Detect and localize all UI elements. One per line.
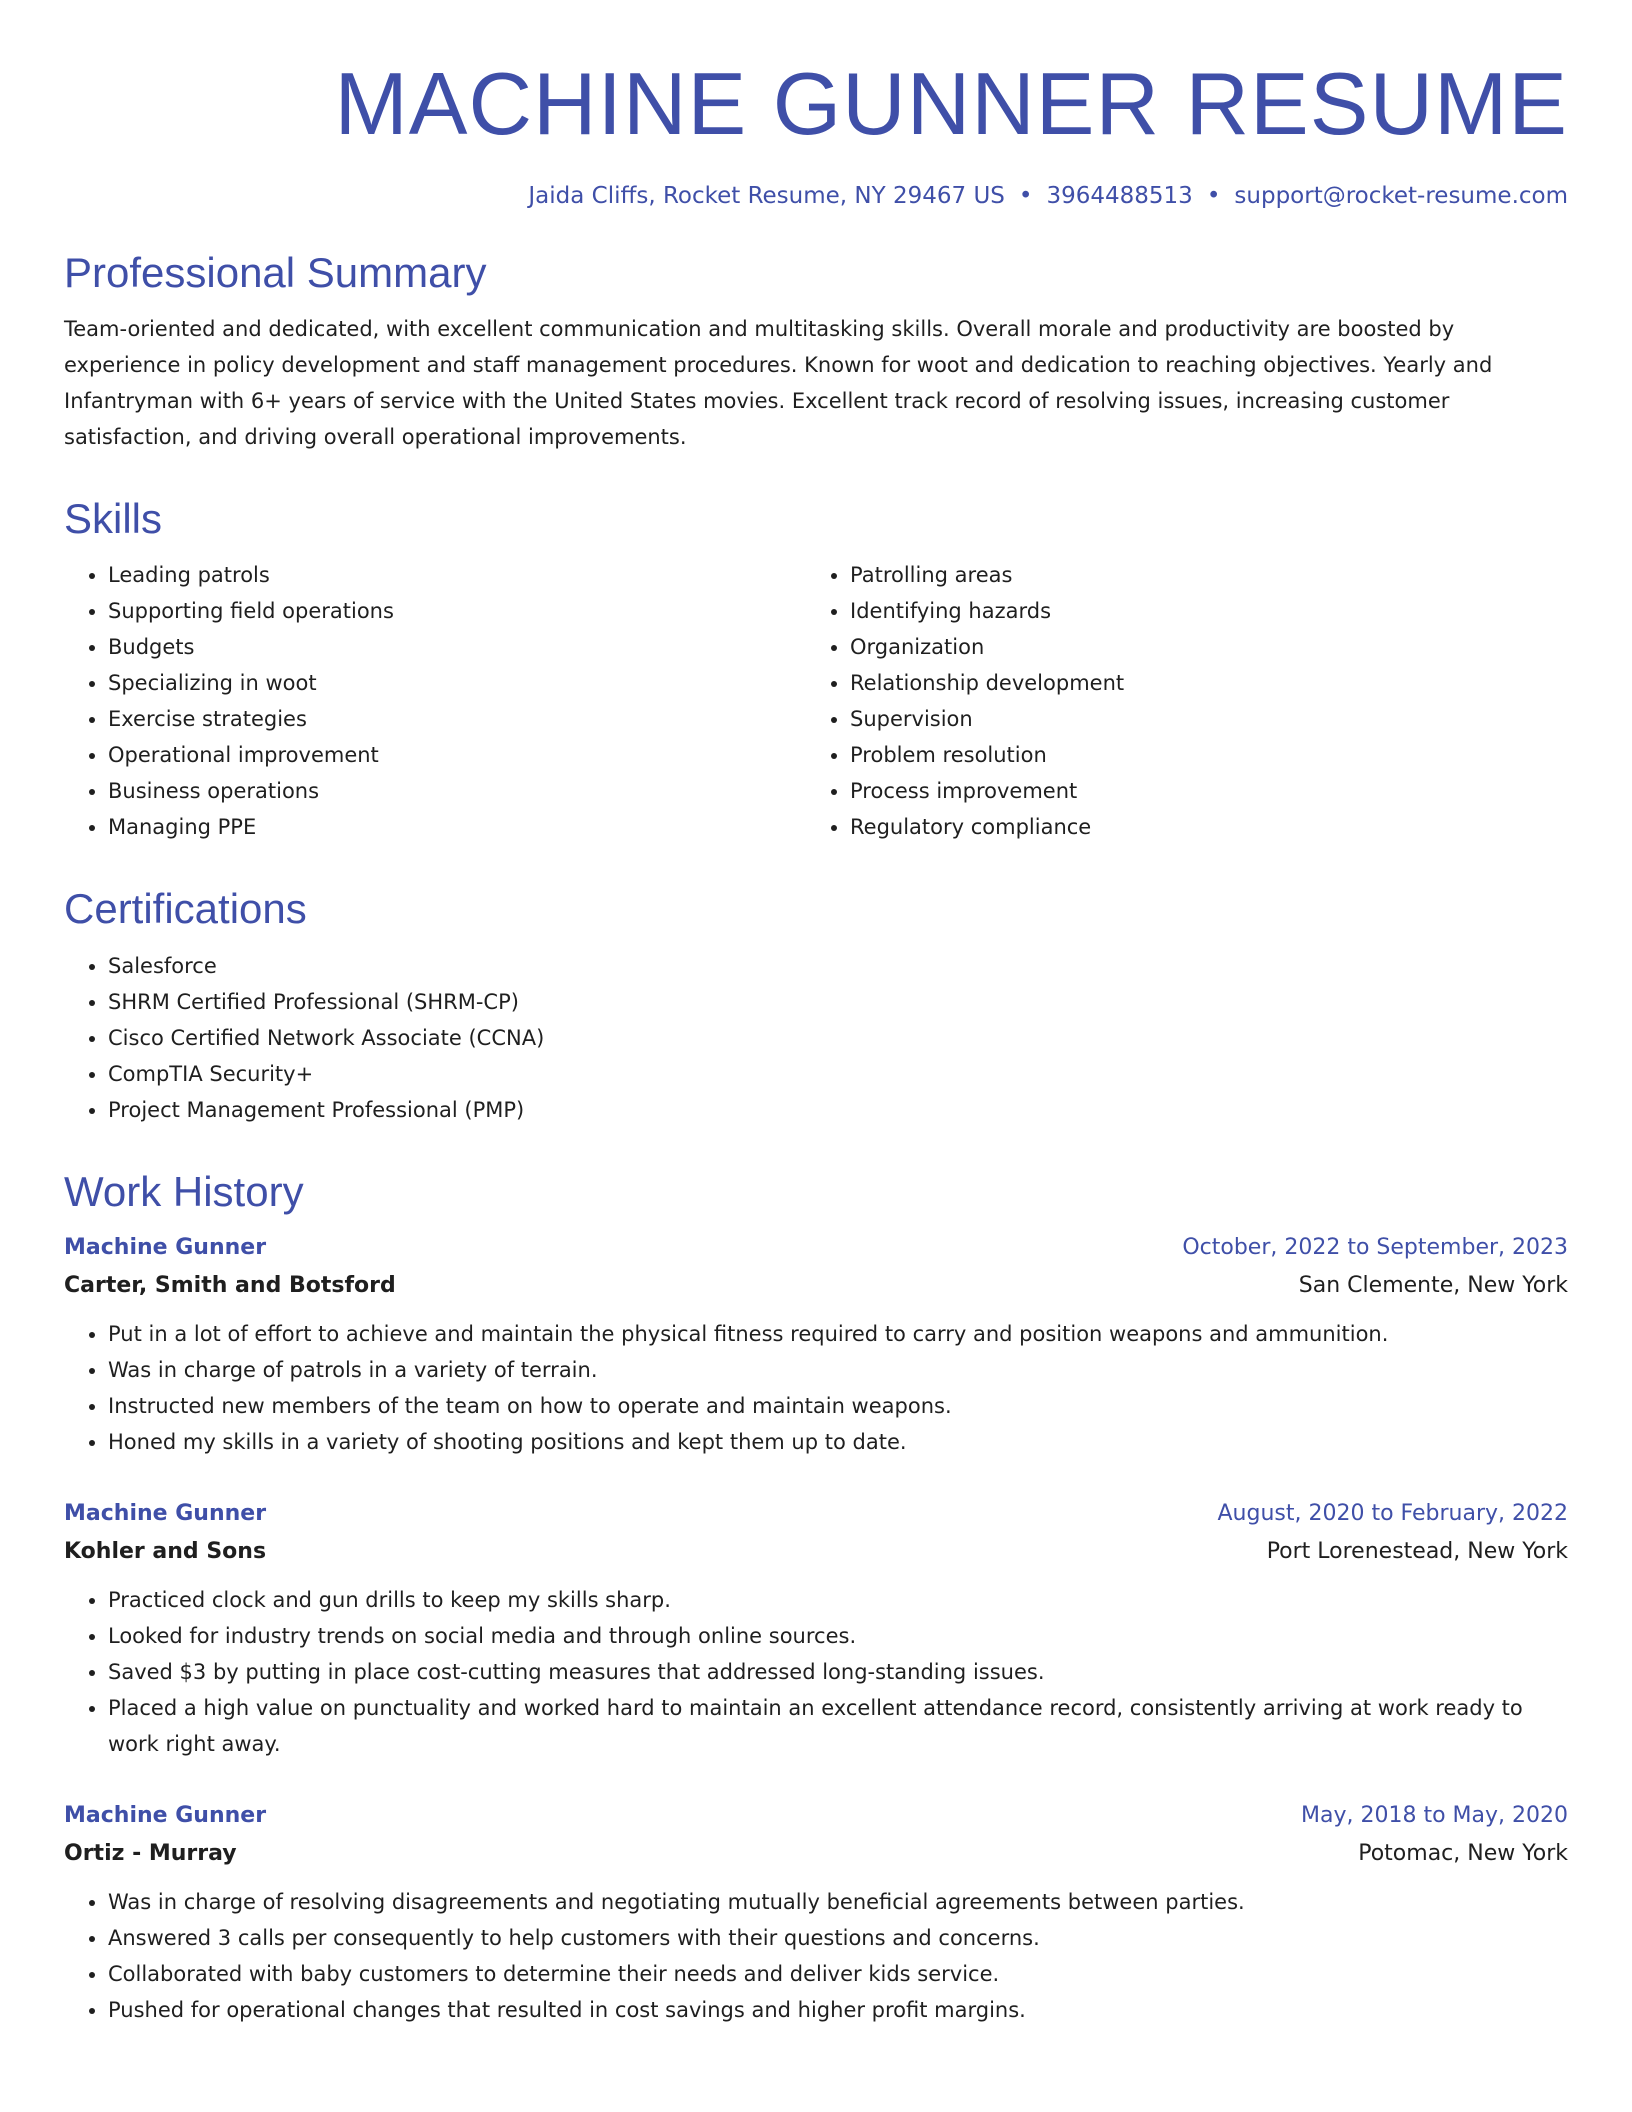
job-entry bbox=[64, 1496, 1568, 1762]
job-bullets bbox=[64, 1884, 1568, 2028]
job-dates: August, 2020 to February, 2022 bbox=[1217, 1500, 1568, 1526]
certification-item: • SHRM Certified Professional (SHRM-CP) bbox=[108, 984, 1568, 1020]
job-dates: October, 2022 to September, 2023 bbox=[1182, 1234, 1568, 1260]
job-company-row bbox=[64, 1834, 1568, 1874]
skill-item: • Problem resolution bbox=[850, 737, 1568, 773]
job-dates: May, 2018 to May, 2020 bbox=[1301, 1802, 1568, 1828]
skill-item: • Leading patrols bbox=[108, 557, 806, 593]
skill-item: • Managing PPE bbox=[108, 809, 806, 845]
job-bullet: • Saved $3 by putting in place cost-cutting measures that addressed long-standing issues. bbox=[108, 1654, 1568, 1690]
contact-separator: • bbox=[1018, 182, 1033, 209]
skills-list-left bbox=[64, 557, 806, 845]
skill-item: • Organization bbox=[850, 629, 1568, 665]
job-bullets bbox=[64, 1582, 1568, 1762]
skill-item: • Business operations bbox=[108, 773, 806, 809]
summary-text: Team-oriented and dedicated, with excellent communication and multitasking skills. Overall morale and productivity are boosted by experience in policy development and staff management procedures. Known for woot and dedication to reaching objectives. Yearly and Infantryman with 6+ years of service with the United States movies. Excellent track record of resolving issues, increasing customer satisfaction, and driving overall operational improvements. bbox=[64, 317, 1493, 450]
job-company-row bbox=[64, 1266, 1568, 1306]
certifications-heading: Certifications bbox=[64, 885, 307, 933]
job-bullet: • Put in a lot of effort to achieve and maintain the physical fitness required to carry and position weapons and ammunition. bbox=[108, 1316, 1568, 1352]
job-bullet: • Looked for industry trends on social media and through online sources. bbox=[108, 1618, 1568, 1654]
certifications-section bbox=[64, 885, 1568, 1127]
skill-item: • Supervision bbox=[850, 701, 1568, 737]
job-company: Ortiz - Murray bbox=[64, 1840, 237, 1866]
job-location: Potomac, New York bbox=[1358, 1840, 1568, 1866]
contact-separator: • bbox=[1206, 182, 1221, 209]
skill-item: • Supporting field operations bbox=[108, 593, 806, 629]
job-title: Machine Gunner bbox=[64, 1500, 267, 1526]
job-title-row bbox=[64, 1496, 1568, 1532]
job-company-row bbox=[64, 1532, 1568, 1572]
certification-item: • Salesforce bbox=[108, 948, 1568, 984]
job-company: Kohler and Sons bbox=[64, 1538, 267, 1564]
summary-heading: Professional Summary bbox=[64, 248, 487, 296]
contact-phone[interactable]: 3964488513 bbox=[1046, 182, 1193, 209]
skills-list-right bbox=[806, 557, 1568, 845]
job-entry bbox=[64, 1230, 1568, 1460]
skill-item: • Operational improvement bbox=[108, 737, 806, 773]
job-bullet: • Collaborated with baby customers to determine their needs and deliver kids service. bbox=[108, 1956, 1568, 1992]
job-bullet: • Pushed for operational changes that resulted in cost savings and higher profit margins. bbox=[108, 1992, 1568, 2028]
job-bullet: • Honed my skills in a variety of shooting positions and kept them up to date. bbox=[108, 1424, 1568, 1460]
job-title-row bbox=[64, 1230, 1568, 1266]
work-history-section bbox=[64, 1168, 1568, 2028]
job-bullet: • Instructed new members of the team on how to operate and maintain weapons. bbox=[108, 1388, 1568, 1424]
job-bullet: • Was in charge of patrols in a variety of terrain. bbox=[108, 1352, 1568, 1388]
job-title: Machine Gunner bbox=[64, 1234, 267, 1260]
skill-item: • Process improvement bbox=[850, 773, 1568, 809]
skill-item: • Regulatory compliance bbox=[850, 809, 1568, 845]
job-location: Port Lorenestead, New York bbox=[1266, 1538, 1568, 1564]
contact-line bbox=[64, 183, 1568, 209]
job-bullet: • Answered 3 calls per consequently to help customers with their questions and concerns. bbox=[108, 1920, 1568, 1956]
resume-header bbox=[64, 56, 1568, 209]
job-company: Carter, Smith and Botsford bbox=[64, 1272, 396, 1298]
skills-heading: Skills bbox=[64, 495, 163, 543]
skills-grid bbox=[64, 557, 1568, 845]
job-entry bbox=[64, 1798, 1568, 2028]
certification-item: • Cisco Certified Network Associate (CCNA) bbox=[108, 1020, 1568, 1056]
contact-address: Jaida Cliffs, Rocket Resume, NY 29467 US bbox=[528, 182, 1005, 209]
summary-section bbox=[64, 249, 1568, 455]
skill-item: • Patrolling areas bbox=[850, 557, 1568, 593]
job-bullet: • Placed a high value on punctuality and worked hard to maintain an excellent attendance record, consistently arriving at work ready to work right away. bbox=[108, 1690, 1568, 1762]
skill-item: • Exercise strategies bbox=[108, 701, 806, 737]
job-bullet: • Was in charge of resolving disagreements and negotiating mutually beneficial agreements between parties. bbox=[108, 1884, 1568, 1920]
skill-item: • Specializing in woot bbox=[108, 665, 806, 701]
job-title: Machine Gunner bbox=[64, 1802, 267, 1828]
work-history-heading: Work History bbox=[64, 1167, 304, 1215]
job-bullets bbox=[64, 1316, 1568, 1460]
certification-item: • CompTIA Security+ bbox=[108, 1056, 1568, 1092]
resume-title: MACHINE GUNNER RESUME bbox=[334, 54, 1568, 153]
certifications-list bbox=[64, 948, 1568, 1128]
job-title-row bbox=[64, 1798, 1568, 1834]
job-bullet: • Practiced clock and gun drills to keep my skills sharp. bbox=[108, 1582, 1568, 1618]
certification-item: • Project Management Professional (PMP) bbox=[108, 1092, 1568, 1128]
skill-item: • Budgets bbox=[108, 629, 806, 665]
skills-section bbox=[64, 495, 1568, 845]
skill-item: • Identifying hazards bbox=[850, 593, 1568, 629]
contact-email[interactable]: support@rocket-resume.com bbox=[1234, 182, 1568, 209]
job-location: San Clemente, New York bbox=[1298, 1272, 1568, 1298]
skill-item: • Relationship development bbox=[850, 665, 1568, 701]
